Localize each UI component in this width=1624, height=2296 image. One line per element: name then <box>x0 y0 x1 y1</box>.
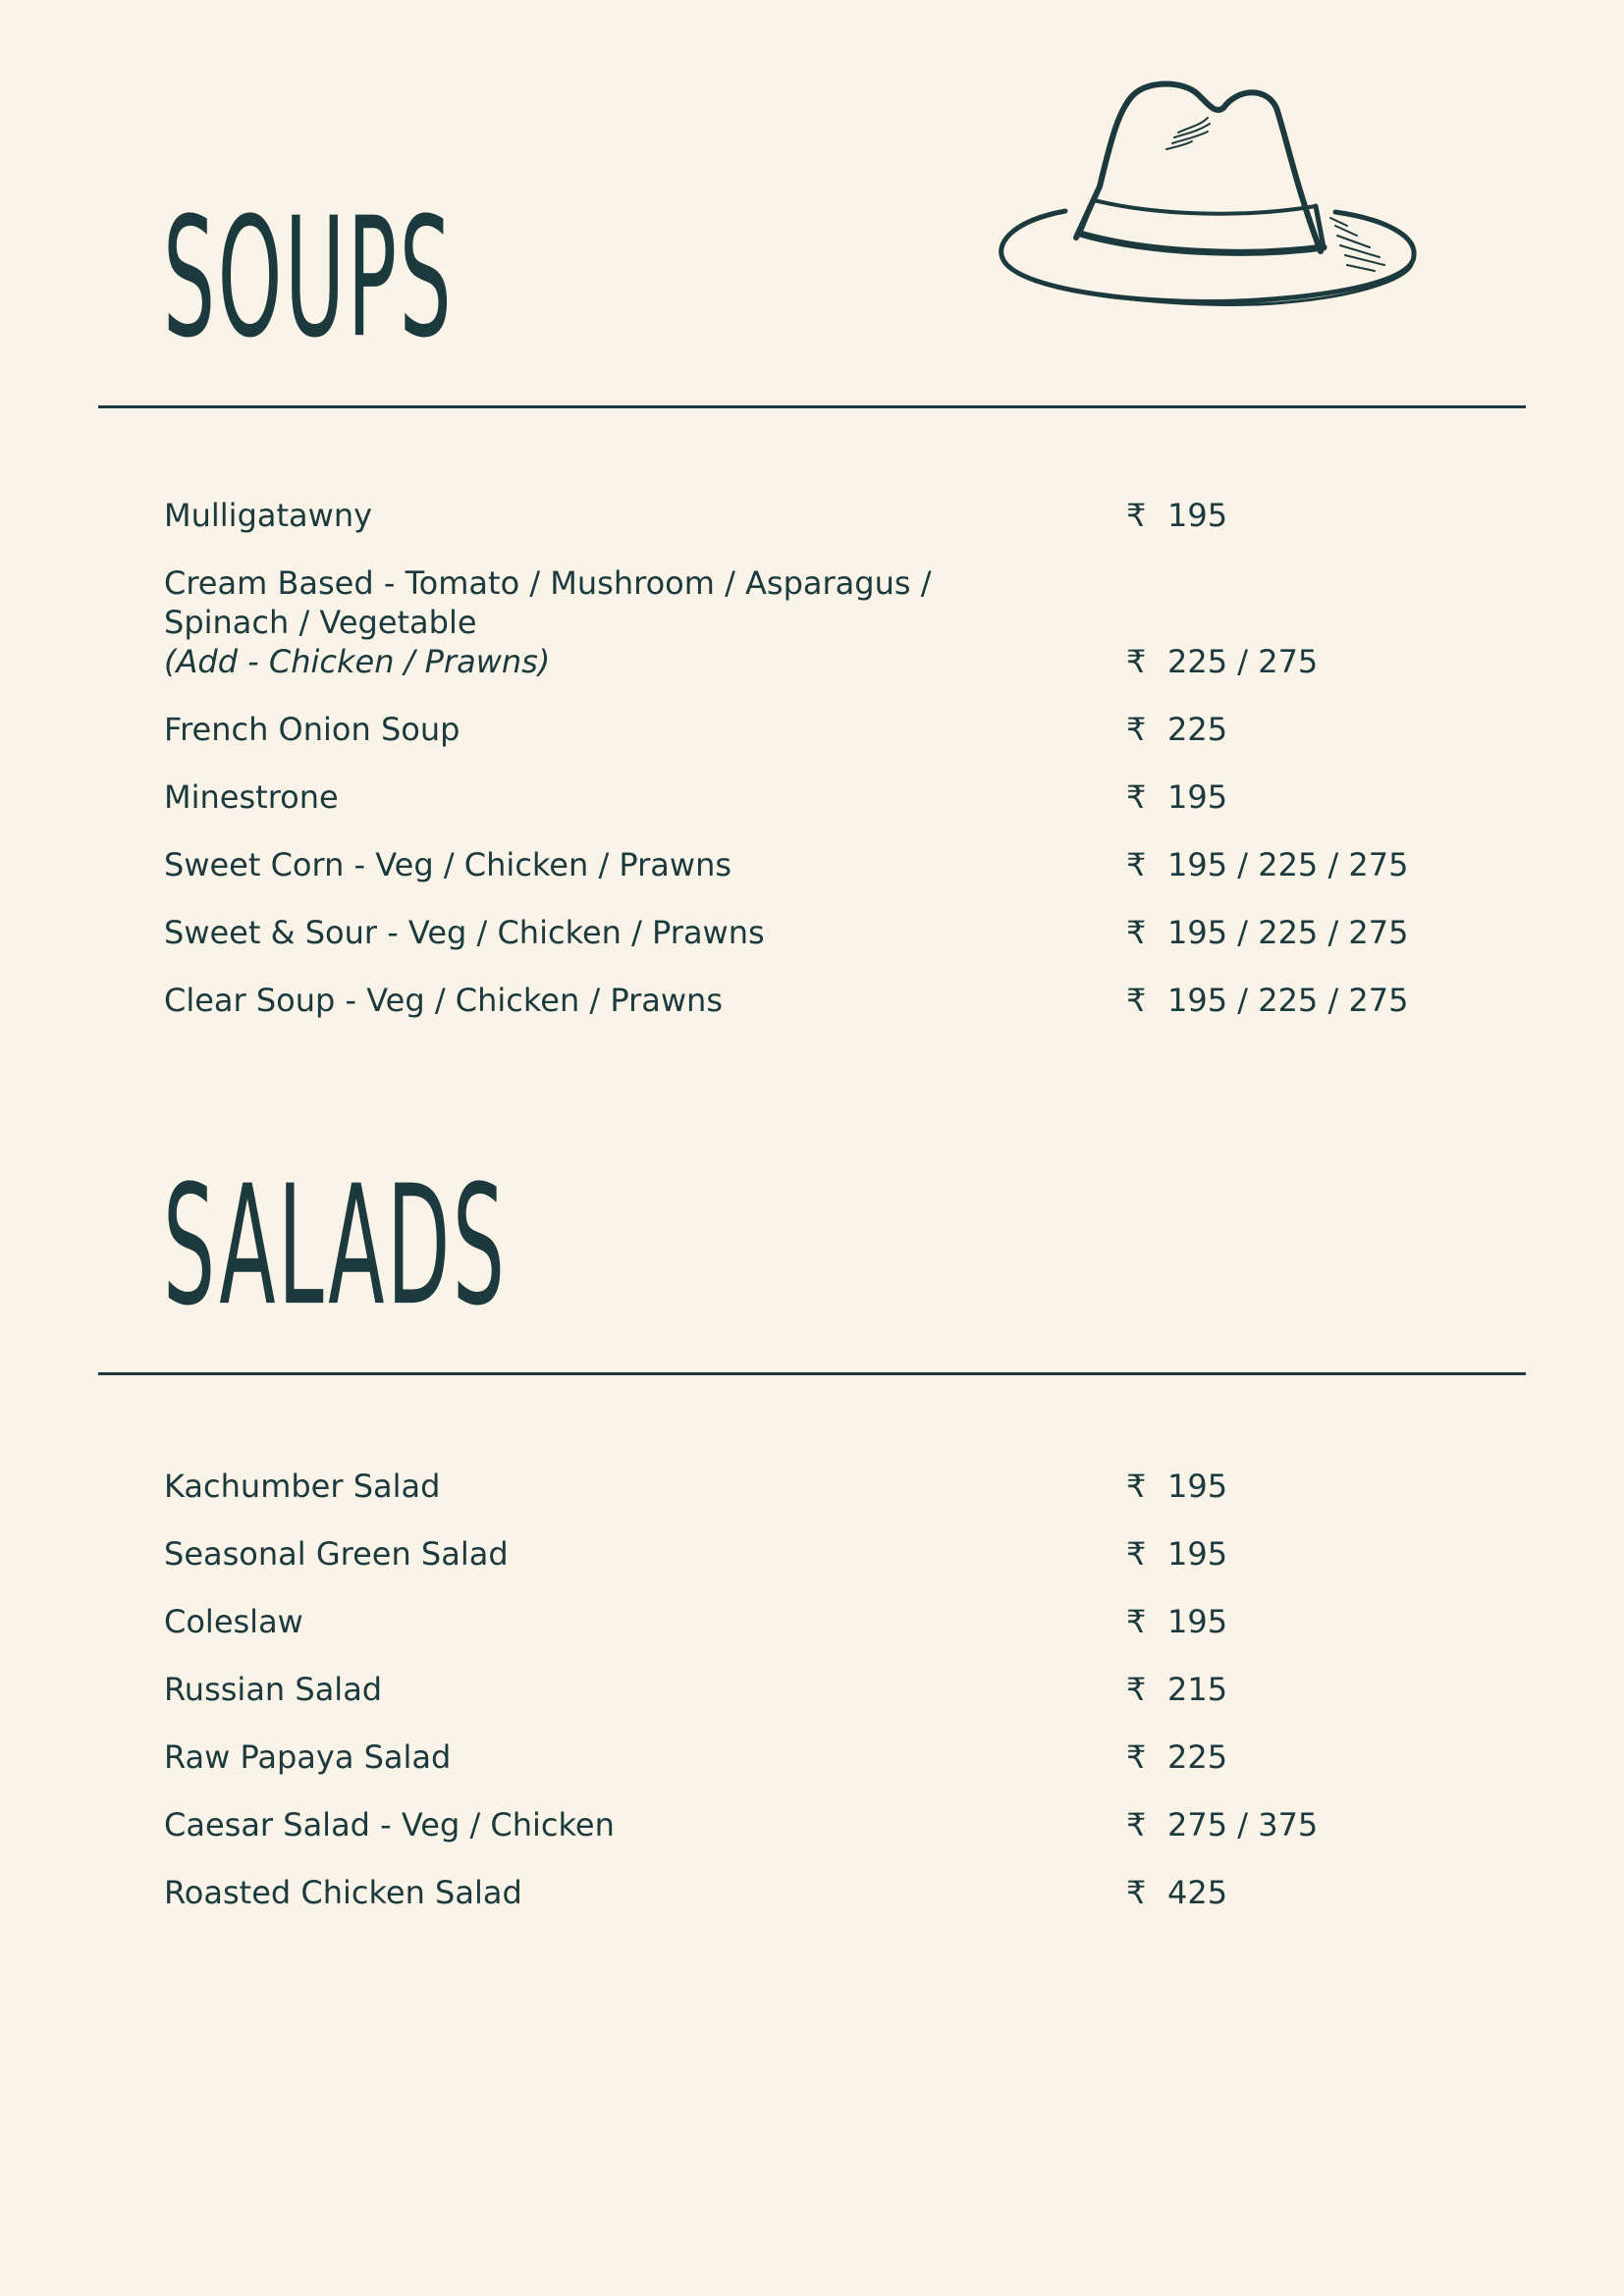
item-price <box>1126 496 1480 535</box>
price-value: 195 <box>1167 1468 1228 1505</box>
price-value: 225 <box>1167 711 1228 748</box>
item-price <box>1126 1737 1480 1777</box>
soups-divider <box>98 405 1526 408</box>
price-value: 195 / 225 / 275 <box>1167 914 1409 951</box>
menu-item-coleslaw <box>164 1602 1480 1641</box>
item-price <box>1126 845 1480 884</box>
price-value: 195 <box>1167 1535 1228 1573</box>
price-value: 225 / 275 <box>1167 643 1319 680</box>
item-name-line: Spinach / Vegetable <box>164 604 477 641</box>
price-value: 195 <box>1167 497 1228 534</box>
hat-illustration-icon <box>992 79 1424 334</box>
rupee-symbol: ₹ <box>1126 1738 1147 1776</box>
item-note: (Add - Chicken / Prawns) <box>164 643 551 680</box>
item-name: Russian Salad <box>164 1671 383 1708</box>
item-price <box>1126 913 1480 952</box>
item-name: Caesar Salad - Veg / Chicken <box>164 1806 615 1843</box>
price-value: 195 / 225 / 275 <box>1167 982 1409 1019</box>
soups-menu-list <box>164 496 1480 1048</box>
item-name: Raw Papaya Salad <box>164 1738 452 1776</box>
menu-item-mulligatawny <box>164 496 1480 535</box>
menu-item-minestrone <box>164 777 1480 817</box>
item-price <box>1126 1602 1480 1641</box>
salads-divider <box>98 1372 1526 1375</box>
rupee-symbol: ₹ <box>1126 1535 1147 1573</box>
menu-item-seasonal-green <box>164 1534 1480 1574</box>
rupee-symbol: ₹ <box>1126 1603 1147 1640</box>
rupee-symbol: ₹ <box>1126 982 1147 1019</box>
price-value: 195 <box>1167 1603 1228 1640</box>
menu-item-roasted-chicken <box>164 1873 1480 1912</box>
item-price <box>1126 1534 1480 1574</box>
item-name <box>164 563 1067 681</box>
rupee-symbol: ₹ <box>1126 643 1147 680</box>
menu-item-caesar <box>164 1805 1480 1844</box>
item-name: Clear Soup - Veg / Chicken / Prawns <box>164 982 723 1019</box>
rupee-symbol: ₹ <box>1126 1874 1147 1911</box>
item-price <box>1126 1805 1480 1844</box>
item-name: Minestrone <box>164 778 339 816</box>
item-name: French Onion Soup <box>164 711 460 748</box>
menu-item-raw-papaya <box>164 1737 1480 1777</box>
rupee-symbol: ₹ <box>1126 914 1147 951</box>
item-name: Coleslaw <box>164 1603 303 1640</box>
salads-menu-list <box>164 1467 1480 1941</box>
menu-item-clear-soup <box>164 981 1480 1020</box>
item-name: Mulligatawny <box>164 497 373 534</box>
rupee-symbol: ₹ <box>1126 1468 1147 1505</box>
item-name-line: Cream Based - Tomato / Mushroom / Asparagus / <box>164 564 932 602</box>
item-price <box>1126 710 1480 749</box>
menu-item-sweet-corn <box>164 845 1480 884</box>
rupee-symbol: ₹ <box>1126 1806 1147 1843</box>
price-value: 275 / 375 <box>1167 1806 1319 1843</box>
item-price <box>1126 777 1480 817</box>
item-price <box>1126 1873 1480 1912</box>
rupee-symbol: ₹ <box>1126 497 1147 534</box>
menu-item-french-onion <box>164 710 1480 749</box>
item-name: Kachumber Salad <box>164 1468 441 1505</box>
price-value: 225 <box>1167 1738 1228 1776</box>
item-name: Sweet & Sour - Veg / Chicken / Prawns <box>164 914 765 951</box>
price-value: 425 <box>1167 1874 1228 1911</box>
rupee-symbol: ₹ <box>1126 1671 1147 1708</box>
item-name: Roasted Chicken Salad <box>164 1874 522 1911</box>
price-value: 215 <box>1167 1671 1228 1708</box>
rupee-symbol: ₹ <box>1126 711 1147 748</box>
item-name: Sweet Corn - Veg / Chicken / Prawns <box>164 846 732 883</box>
rupee-symbol: ₹ <box>1126 778 1147 816</box>
item-price <box>1126 642 1480 681</box>
item-price <box>1126 1467 1480 1506</box>
menu-item-sweet-sour <box>164 913 1480 952</box>
price-value: 195 / 225 / 275 <box>1167 846 1409 883</box>
rupee-symbol: ₹ <box>1126 846 1147 883</box>
menu-item-cream-based <box>164 563 1480 681</box>
item-price <box>1126 1670 1480 1709</box>
soups-heading: SOUPS <box>163 183 455 375</box>
menu-item-russian <box>164 1670 1480 1709</box>
salads-heading: SALADS <box>163 1150 508 1343</box>
menu-item-kachumber <box>164 1467 1480 1506</box>
item-name: Seasonal Green Salad <box>164 1535 509 1573</box>
item-price <box>1126 981 1480 1020</box>
price-value: 195 <box>1167 778 1228 816</box>
